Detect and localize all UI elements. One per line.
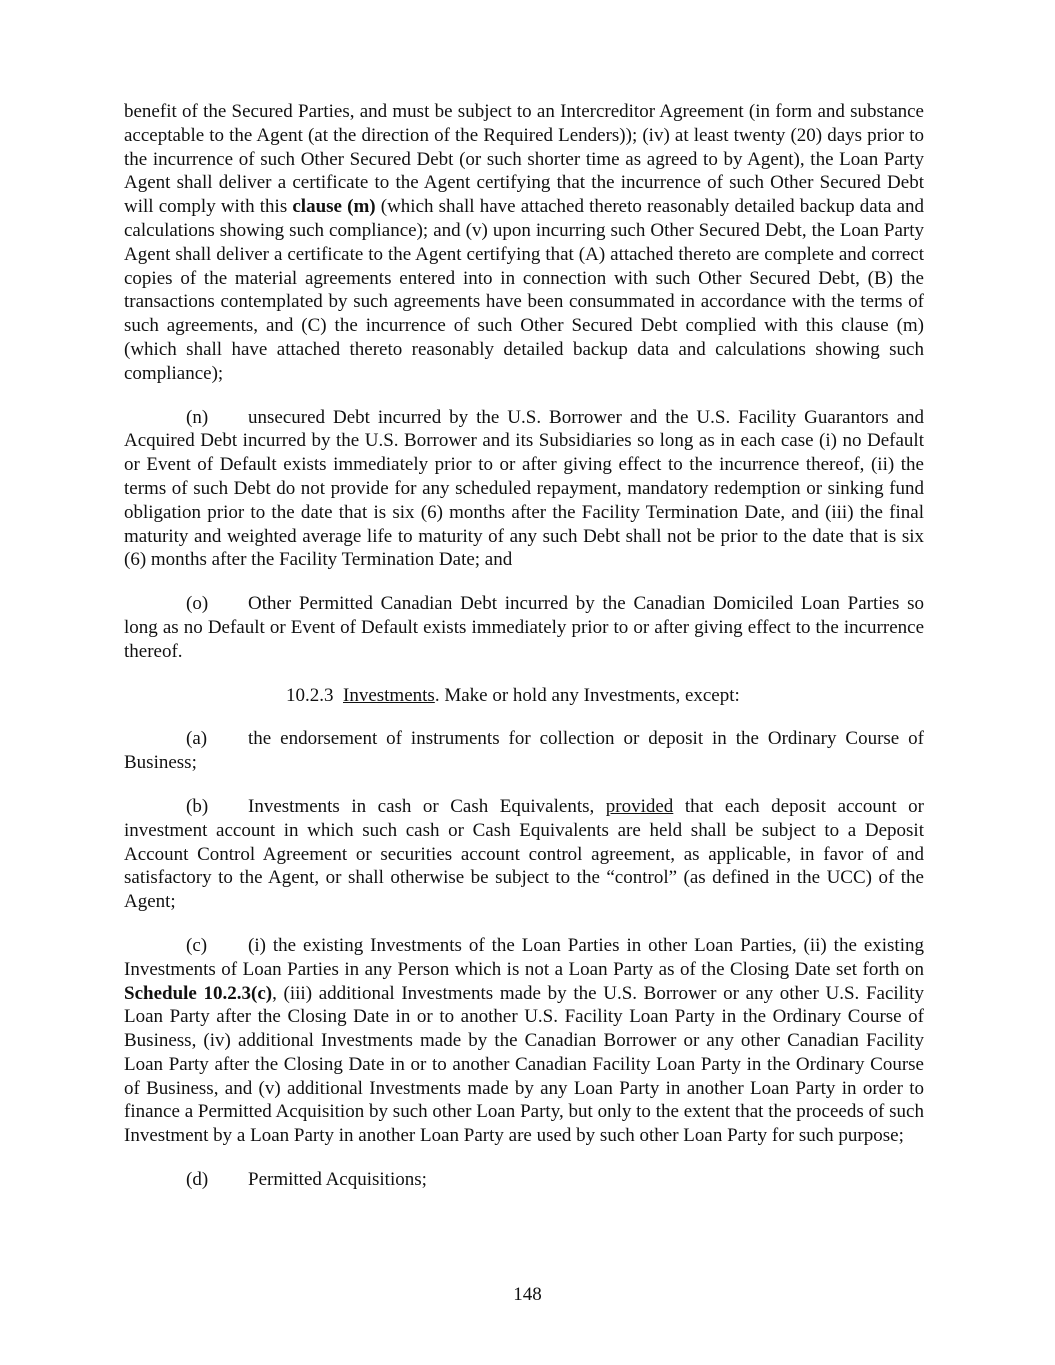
clause-reference: clause (m) xyxy=(292,196,376,218)
paragraph-text: benefit of the Secured Parties, and must be subject to an Intercreditor Agreement (in form and substance acceptable to the Agent (at the direction of the Required Lenders)); (iv) at least twenty (20) days prior to the incurrence of such Other Secured Debt (or such shorter time as agreed to by Agent), the Loan Party Agent shall deliver a certificate to the Agent certifying that the incurrence of such Other Secured Debt will comply with this xyxy=(124,101,924,218)
paragraph-m-continuation xyxy=(124,100,924,386)
paragraph-text: Other Permitted Canadian Debt incurred by the Canadian Domiciled Loan Parties so long as no Default or Event of Default exists immediately prior to or after giving effect to the incurrence thereof. xyxy=(124,593,924,662)
paragraph-text: (i) the existing Investments of the Loan Parties in other Loan Parties, (ii) the existing Investments of Loan Parties in any Person which is not a Loan Party as of the Closing Date set forth on xyxy=(124,934,924,980)
paragraph-text: Investments in cash or Cash Equivalents, xyxy=(248,795,606,817)
paragraph-text: the endorsement of instruments for collection or deposit in the Ordinary Course of Business; xyxy=(124,728,924,774)
paragraph-c xyxy=(124,934,924,1148)
section-number: 10.2.3 xyxy=(286,684,334,706)
paragraph-text: that each deposit account or investment account in which such cash or Cash Equivalents are held shall be subject to a Deposit Account Control Agreement or securities account control agreement, as applicable, in favor of and satisfactory to the Agent, or shall otherwise be subject to the “control” (as defined in the UCC) of the Agent; xyxy=(124,795,924,913)
paragraph-text: , (iii) additional Investments made by the U.S. Borrower or any other U.S. Facility Loan Party after the Closing Date in or to another U.S. Facility Loan Party in the Ordinary Course of Business, (iv) additional Investments made by the Canadian Borrower or any other Canadian Facility Loan Party after the Closing Date in or to another Canadian Facility Loan Party in the Ordinary Course of Business, and (v) additional Investments made by any Loan Party in another Loan Party in order to finance a Permitted Acquisition by such other Loan Party, but only to the extent that the proceeds of such Investment by a Loan Party in another Loan Party are used by such other Loan Party for such purpose; xyxy=(124,982,924,1147)
item-label: (c) xyxy=(186,934,208,956)
item-label: (a) xyxy=(186,728,208,750)
paragraph-b xyxy=(124,795,924,914)
paragraph-text: unsecured Debt incurred by the U.S. Borrower and the U.S. Facility Guarantors and Acquired Debt incurred by the U.S. Borrower and its Subsidiaries so long as in each case (i) no Default or Event of Default exists immediately prior to or after giving effect to the incurrence thereof, (ii) the terms of such Debt do not provide for any scheduled repayment, mandatory redemption or sinking fund obligation prior to the date that is six (6) months after the Facility Termination Date, and (iii) the final maturity and weighted average life to maturity of any such Debt shall not be prior to the date that is six (6) months after the Facility Termination Date; and xyxy=(124,406,924,571)
item-label: (o) xyxy=(186,593,209,615)
section-title: Investments xyxy=(343,684,435,706)
item-label: (b) xyxy=(186,795,209,817)
section-heading xyxy=(124,684,924,708)
provided-term: provided xyxy=(605,795,674,817)
page-number: 148 xyxy=(513,1284,542,1305)
paragraph-o xyxy=(124,592,924,663)
schedule-reference: Schedule 10.2.3(c) xyxy=(124,982,273,1004)
paragraph-n xyxy=(124,406,924,573)
section-text: . Make or hold any Investments, except: xyxy=(434,684,740,706)
item-label: (n) xyxy=(186,406,209,428)
paragraph-a xyxy=(124,727,924,775)
paragraph-text: (which shall have attached thereto reasonably detailed backup data and calculations showing such compliance); and (v) upon incurring such Other Secured Debt, the Loan Party Agent shall deliver a certificate to the Agent certifying that (A) attached thereto are complete and correct copies of the material agreements entered into in connection with such Other Secured Debt, (B) the transactions contemplated by such agreements have been consummated in accordance with the terms of such agreements, and (C) the incurrence of such Other Secured Debt complied with this clause (m) (which shall have attached thereto reasonably detailed backup data and calculations showing such compliance); xyxy=(124,196,924,384)
document-page xyxy=(124,100,924,1212)
paragraph-text: Permitted Acquisitions; xyxy=(248,1169,427,1191)
item-label: (d) xyxy=(186,1169,209,1191)
paragraph-d xyxy=(124,1168,924,1192)
